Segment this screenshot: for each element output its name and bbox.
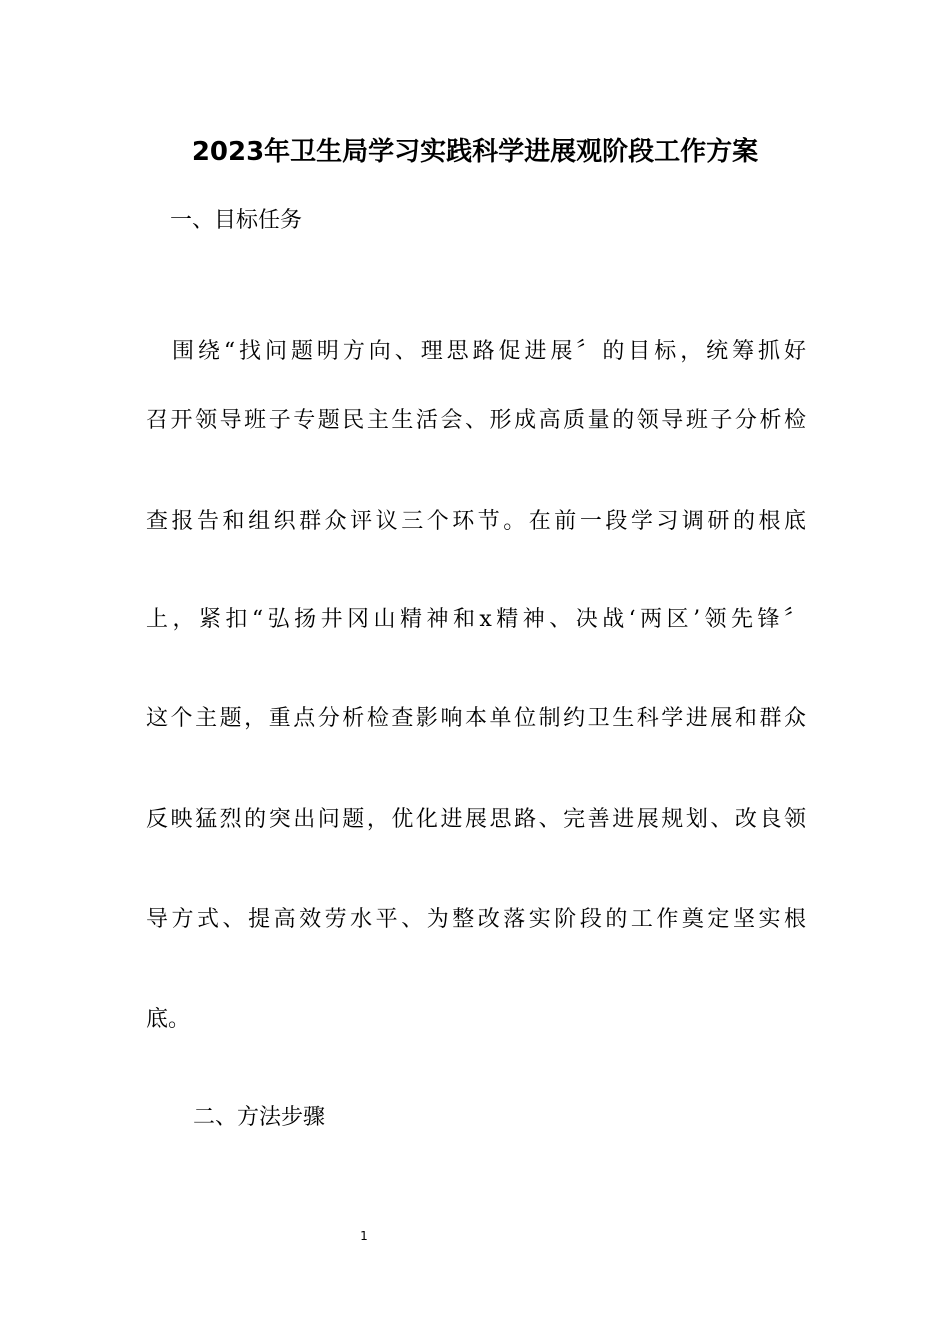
- document-title: 2023年卫生局学习实践科学进展观阶段工作方案: [191, 137, 759, 167]
- paragraph-line: 反映猛烈的突出问题，优化进展思路、完善进展规划、改良领: [146, 807, 806, 832]
- paragraph-line: 导方式、提高效劳水平、为整改落实阶段的工作奠定坚实根: [146, 907, 806, 932]
- section-heading-methods: 二、方法步骤: [193, 1105, 326, 1130]
- paragraph-line: 上，紧扣“弘扬井冈山精神和x精神、决战‘两区’领先锋〞: [146, 607, 806, 632]
- paragraph-line: 这个主题，重点分析检查影响本单位制约卫生科学进展和群众: [146, 706, 806, 731]
- section-heading-goals: 一、目标任务: [170, 208, 303, 233]
- page-number: 1: [360, 1229, 368, 1243]
- paragraph-line: 围绕“找问题明方向、理思路促进展〞的目标，统筹抓好: [146, 339, 806, 364]
- paragraph-line: 查报告和组织群众评议三个环节。在前一段学习调研的根底: [146, 509, 806, 534]
- paragraph-line: 底。: [146, 1007, 191, 1032]
- paragraph-line: 召开领导班子专题民主生活会、形成高质量的领导班子分析检: [146, 408, 806, 433]
